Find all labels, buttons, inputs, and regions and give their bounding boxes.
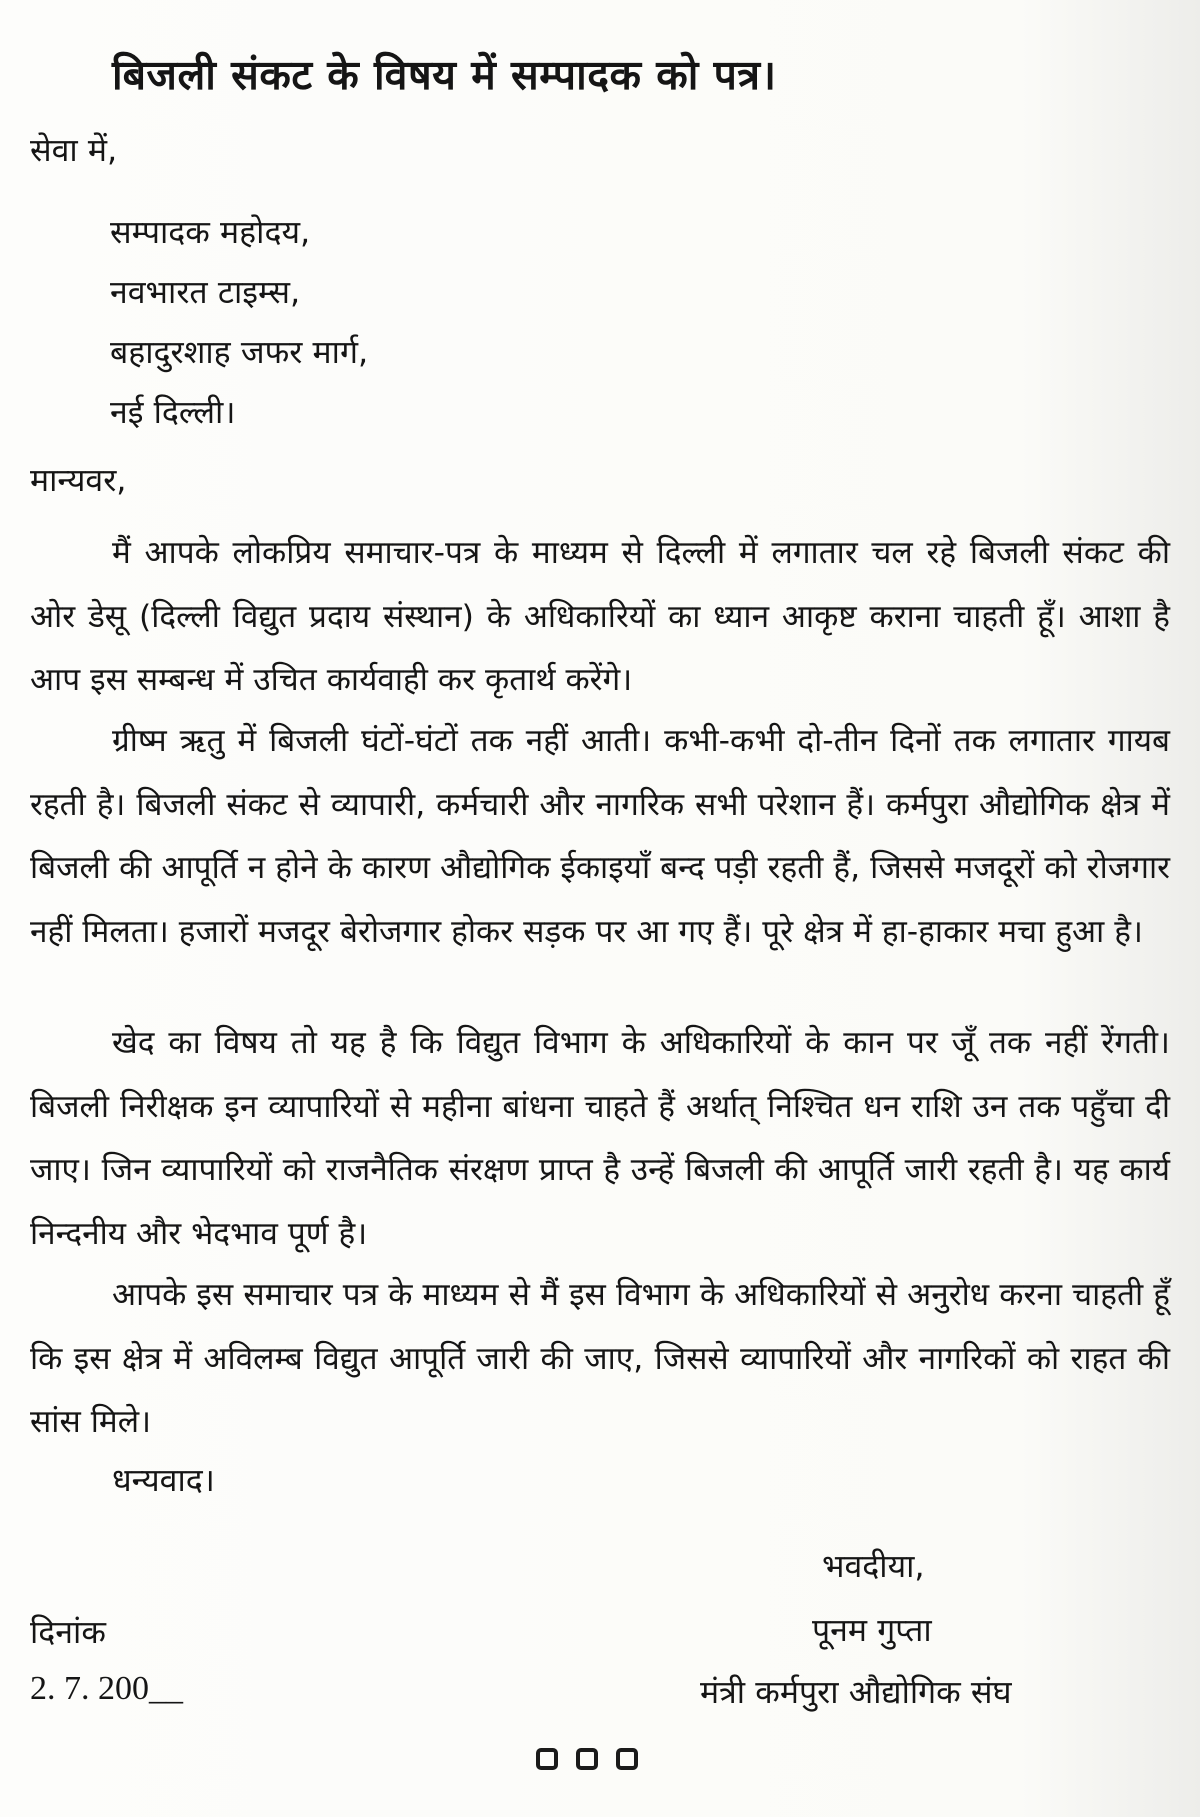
paragraph: मैं आपके लोकप्रिय समाचार-पत्र के माध्यम से दिल्ली में लगातार चल रहे बिजली संकट की ओर डेसू (दिल्ली विद्युत प्रदाय संस्थान) के अधिकारियों का ध्यान आकृष्ट कराना चाहती हूँ। आशा है आप इस सम्बन्ध में उचित कार्यवाही कर कृतार्थ करेंगे। — [30, 535, 1170, 698]
end-marks — [536, 1748, 638, 1770]
salutation-to: सेवा में, — [30, 131, 118, 169]
date-value: 2. 7. 200__ — [30, 1670, 183, 1707]
paragraph: आपके इस समाचार पत्र के माध्यम से मैं इस विभाग के अधिकारियों से अनुरोध करना चाहती हूँ कि इस क्षेत्र में अविलम्ब विद्युत आपूर्ति जारी की जाए, जिससे व्यापारियों और नागरिकों को राहत की सांस मिले। — [30, 1277, 1170, 1440]
address-line: नई दिल्ली। — [110, 393, 236, 431]
box-icon — [576, 1748, 598, 1770]
paragraph: खेद का विषय तो यह है कि विद्युत विभाग के अधिकारियों के कान पर जूँ तक नहीं रेंगती। बिजली निरीक्षक इन व्यापारियों से महीना बांधना चाहते हैं अर्थात् निश्चित धन राशि उन तक पहुँचा दी जाए। जिन व्यापारियों को राजनैतिक संरक्षण प्राप्त है उन्हें बिजली की आपूर्ति जारी रहती है। यह कार्य निन्दनीय और भेदभाव पूर्ण है। — [30, 1025, 1170, 1252]
greeting: मान्यवर, — [30, 461, 127, 499]
sender-name: पूनम गुप्ता — [812, 1611, 932, 1649]
box-icon — [536, 1748, 558, 1770]
address-line: सम्पादक महोदय, — [110, 213, 311, 251]
paragraph: ग्रीष्म ऋतु में बिजली घंटों-घंटों तक नहीं आती। कभी-कभी दो-तीन दिनों तक लगातार गायब रहती है। बिजली संकट से व्यापारी, कर्मचारी और नागरिक सभी परेशान हैं। कर्मपुरा औद्योगिक क्षेत्र में बिजली की आपूर्ति न होने के कारण औद्योगिक ईकाइयाँ बन्द पड़ी रहती हैं, जिससे मजदूरों को रोजगार नहीं मिलता। हजारों मजदूर बेरोजगार होकर सड़क पर आ गए हैं। पूरे क्षेत्र में हा-हाकार मचा हुआ है। — [30, 723, 1170, 950]
signoff: भवदीया, — [822, 1547, 925, 1585]
address-line: नवभारत टाइम्स, — [110, 273, 301, 311]
page-title: बिजली संकट के विषय में सम्पादक को पत्र। — [112, 51, 777, 99]
sender-title: मंत्री कर्मपुरा औद्योगिक संघ — [700, 1673, 1012, 1711]
closing-text: धन्यवाद। — [112, 1461, 215, 1499]
date-label: दिनांक — [30, 1613, 106, 1651]
address-line: बहादुरशाह जफर मार्ग, — [110, 333, 369, 371]
box-icon — [616, 1748, 638, 1770]
